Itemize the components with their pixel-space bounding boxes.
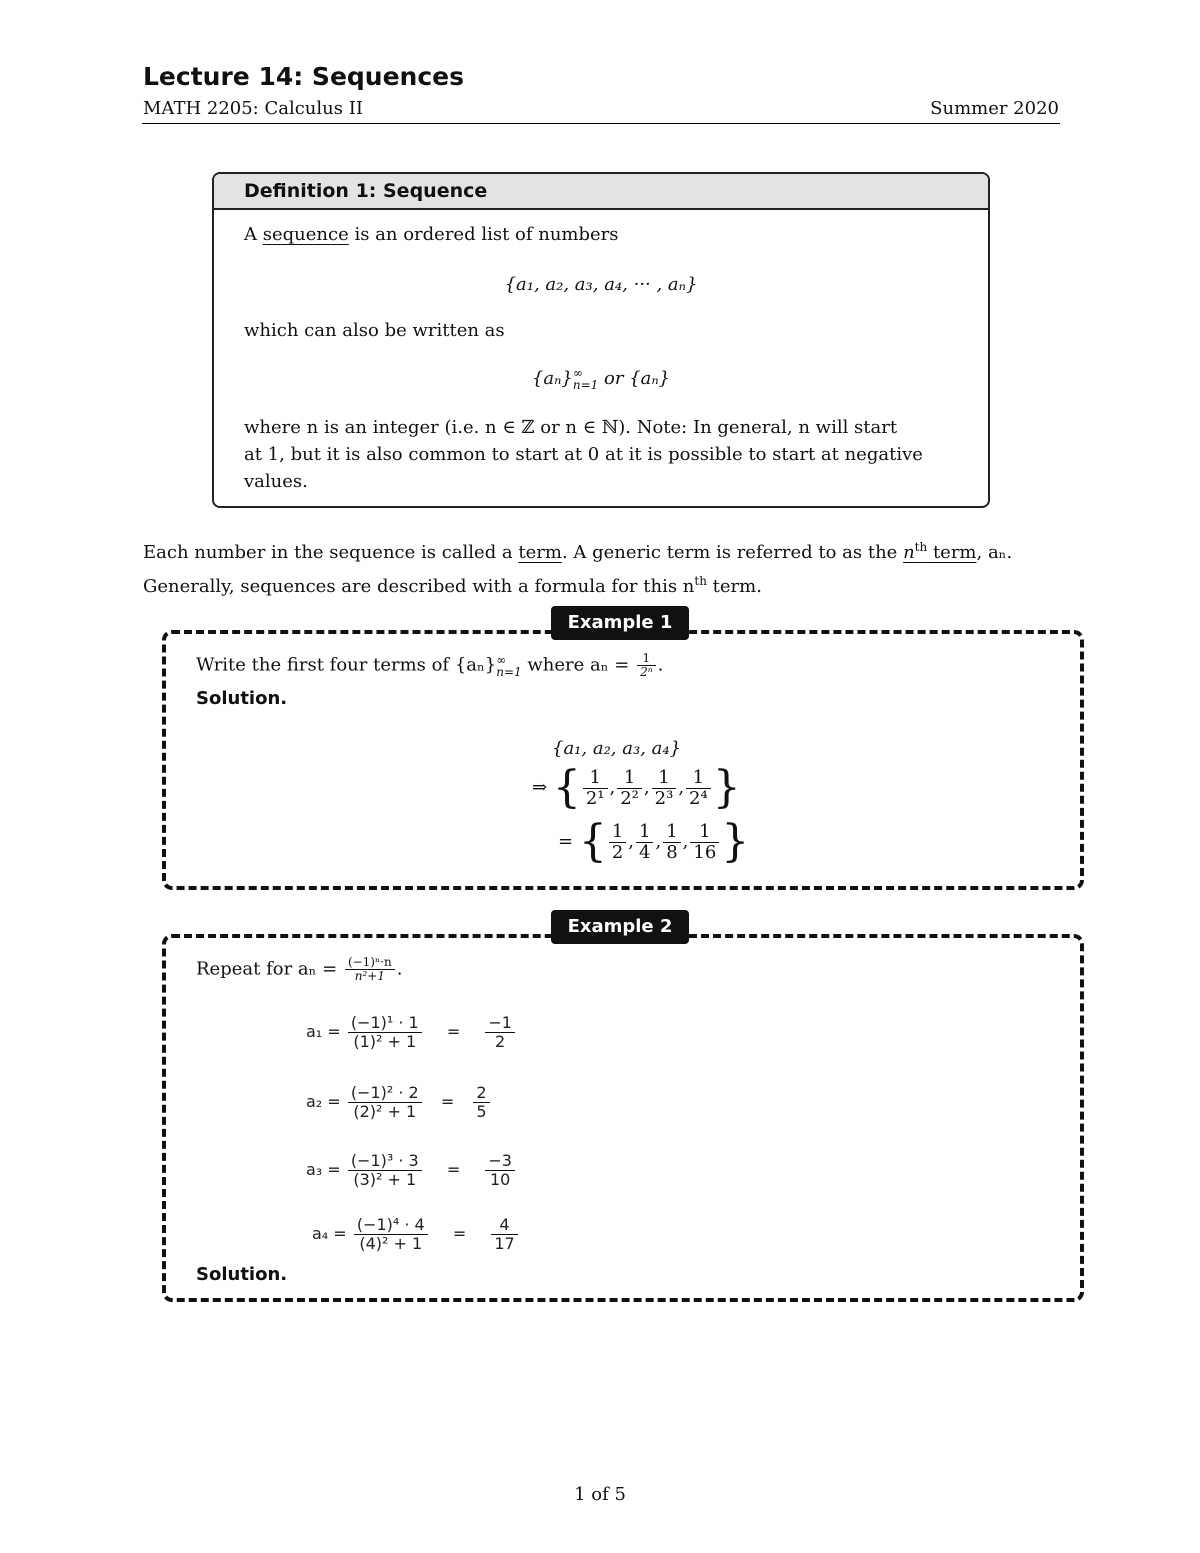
ex1-brace-open-1: {	[552, 762, 581, 813]
term-word-2: term	[927, 542, 977, 563]
hw-res-num: −3	[485, 1152, 515, 1171]
hw-equals: =	[446, 1022, 461, 1041]
definition-line-1-post: is an ordered list of numbers	[348, 224, 619, 245]
hw-result	[491, 1216, 517, 1253]
ex1-prompt-sup: ∞	[496, 652, 507, 667]
lecture-title: Lecture 14: Sequences	[143, 62, 464, 91]
alt-notation-left: {aₙ}	[531, 368, 573, 389]
hw-den: (4)² + 1	[359, 1234, 423, 1253]
hw-res-num: 4	[491, 1216, 517, 1235]
pow-num: 1	[583, 768, 608, 789]
val-num: 1	[690, 822, 719, 843]
ex1-prompt-pre: Write the first four terms of {aₙ}	[196, 654, 497, 676]
definition-line-5: values.	[244, 471, 308, 492]
paragraph-part-2: . A generic term is referred to as the	[561, 542, 904, 563]
example-1-solution-label: Solution.	[196, 688, 288, 709]
ex1-frac-val-4	[690, 822, 719, 863]
header-rule	[142, 123, 1060, 124]
hw-res-den: 17	[494, 1234, 515, 1253]
val-num: 1	[609, 822, 626, 843]
hw-fraction	[348, 1084, 422, 1121]
ex1-brace-open-2: {	[578, 816, 607, 867]
example-1-box	[162, 630, 1084, 890]
hw-fraction	[348, 1014, 422, 1051]
definition-header	[214, 174, 988, 210]
ex1-terms-line: {a₁, a₂, a₃, a₄}	[552, 738, 682, 759]
ex1-prompt-den: 2ⁿ	[640, 665, 653, 679]
ex1-arrow: ⇒	[532, 777, 548, 798]
pow-den: 2⁴	[689, 787, 708, 809]
handwritten-line-a4	[312, 1216, 520, 1253]
ex1-values-line: = { $\frac{1}{2}$ , $\frac{1}{4}$ , $\frac{1}{8}$ , $\frac{1}{16}$ }	[558, 816, 750, 867]
hw-num: (−1)¹ · 1	[348, 1014, 422, 1033]
ex2-prompt-end: .	[396, 958, 403, 980]
example-2-solution-label: Solution.	[196, 1264, 288, 1285]
hw-lhs: a₄ =	[312, 1224, 347, 1243]
nth-term-phrase	[903, 542, 976, 563]
val-num: 1	[663, 822, 680, 843]
sequence-list-expression: {a₁, a₂, a₃, a₄, ··· , aₙ}	[504, 274, 698, 295]
ex2-prompt-num: (−1)ⁿ·n	[345, 956, 395, 970]
pow-den: 2²	[620, 787, 639, 809]
definition-box	[212, 172, 990, 508]
hw-equals: =	[452, 1224, 467, 1243]
ex2-prompt-fraction	[345, 956, 395, 983]
ex1-powers-line: ⇒ { $\frac{1}{\text{2¹}}$ , $\frac{1}{\text{2²}}$ , $\frac{1}{\text{2³}}$ , $\frac{1}{\text{2⁴}}$ }	[532, 762, 741, 813]
alt-notation-sub: n=1	[572, 378, 599, 392]
hw-res-den: 2	[495, 1032, 506, 1051]
alt-notation-right: or {aₙ}	[598, 368, 671, 389]
definition-line-2: which can also be written as	[244, 320, 505, 341]
hw-equals: =	[446, 1160, 461, 1179]
definition-title: Definition 1: Sequence	[244, 180, 488, 202]
hw-equals: =	[440, 1092, 455, 1111]
paragraph-part-4: Generally, sequences are described with a formula for this n	[143, 576, 695, 597]
pow-den: 2¹	[585, 787, 605, 809]
course-name: MATH 2205: Calculus II	[143, 98, 363, 119]
definition-line-1-pre: A	[244, 224, 263, 245]
example-2-prompt	[196, 956, 402, 983]
pow-den: 2³	[654, 787, 674, 809]
ex2-prompt-den: n²+1	[354, 969, 385, 983]
alt-notation-expression	[214, 367, 988, 391]
example-1-prompt	[196, 652, 663, 679]
hw-lhs: a₂ =	[306, 1092, 341, 1111]
paragraph-part-3: , aₙ.	[976, 542, 1013, 563]
ex1-brace-close-1: }	[712, 762, 741, 813]
ex1-equals: =	[558, 831, 574, 852]
definition-line-1	[244, 224, 619, 245]
val-den: 16	[693, 841, 717, 863]
hw-fraction	[354, 1216, 428, 1253]
val-den: 2	[611, 841, 624, 863]
val-den: 4	[639, 841, 651, 863]
ex1-frac-pow-1	[583, 768, 608, 809]
hw-num: (−1)³ · 3	[348, 1152, 422, 1171]
ex1-prompt-end: .	[657, 654, 664, 676]
definition-line-3: where n is an integer (i.e. n ∈ ℤ or n ∈ ℕ). Note: In general, n will start	[244, 417, 898, 438]
nth-n: n	[903, 542, 915, 563]
hw-res-den: 10	[489, 1170, 511, 1189]
term-word: term	[518, 542, 562, 563]
hw-res-num: 2	[473, 1084, 489, 1103]
hw-den: (1)² + 1	[353, 1032, 417, 1051]
ex1-prompt-num: 1	[637, 652, 656, 666]
hw-res-den: 5	[476, 1102, 487, 1121]
ex1-prompt-fraction	[637, 652, 656, 679]
hw-fraction	[348, 1152, 422, 1189]
sequence-term: sequence	[262, 224, 349, 245]
example-1-tag: Example 1	[551, 606, 689, 640]
hw-den: (2)² + 1	[353, 1102, 417, 1121]
term-label: Summer 2020	[930, 98, 1059, 119]
nth-th: th	[914, 540, 928, 554]
pow-num: 1	[617, 768, 642, 789]
handwritten-line-a3	[306, 1152, 517, 1189]
val-den: 8	[666, 841, 678, 863]
hw-num: (−1)⁴ · 4	[354, 1216, 428, 1235]
pow-num: 1	[652, 768, 677, 789]
ex1-frac-pow-3	[652, 768, 677, 809]
ex1-frac-pow-2	[617, 768, 642, 809]
example-2-tag: Example 2	[551, 910, 689, 944]
hw-res-num: −1	[485, 1014, 515, 1033]
hw-result	[485, 1152, 515, 1189]
paragraph-part-1: Each number in the sequence is called a	[143, 542, 519, 563]
hw-num: (−1)² · 2	[348, 1084, 422, 1103]
ex1-frac-val-2	[636, 822, 653, 863]
nth-th-2: th	[694, 574, 707, 588]
hw-den: (3)² + 1	[353, 1170, 417, 1189]
definition-line-4: at 1, but it is also common to start at 0 at it is possible to start at negative	[244, 444, 923, 465]
hw-result	[473, 1084, 489, 1121]
ex1-prompt-mid: where aₙ =	[521, 654, 636, 676]
hw-lhs: a₃ =	[306, 1160, 341, 1179]
handwritten-line-a2	[306, 1084, 492, 1121]
hw-result	[485, 1014, 515, 1051]
ex1-prompt-sub: n=1	[496, 664, 522, 679]
paragraph-part-5: term.	[706, 576, 762, 597]
ex1-frac-val-3	[663, 822, 680, 863]
example-2-box	[162, 934, 1084, 1302]
ex2-prompt-pre: Repeat for aₙ =	[196, 958, 343, 980]
term-paragraph	[143, 533, 1063, 601]
handwritten-line-a1	[306, 1014, 517, 1051]
ex1-frac-val-1	[609, 822, 626, 863]
page-number: 1 of 5	[574, 1484, 626, 1505]
pow-num: 1	[686, 768, 711, 789]
val-num: 1	[636, 822, 653, 843]
alt-notation-sup: ∞	[572, 366, 583, 380]
ex1-brace-close-2: }	[721, 816, 750, 867]
ex1-frac-pow-4	[686, 768, 711, 809]
hw-lhs: a₁ =	[306, 1022, 341, 1041]
